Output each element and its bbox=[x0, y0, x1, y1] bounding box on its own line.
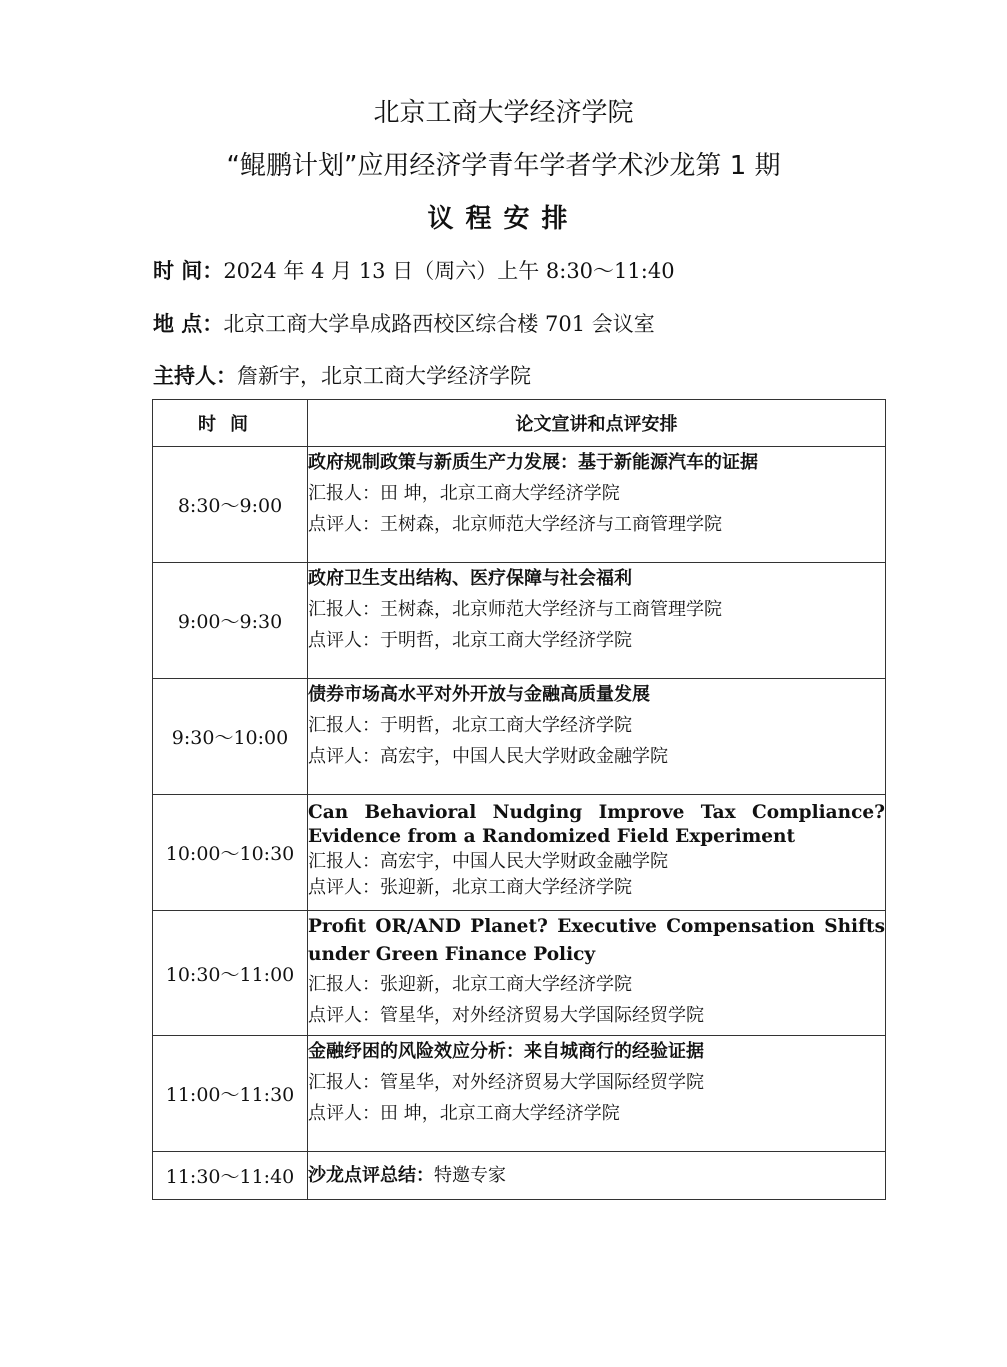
agenda-row-summary bbox=[153, 1152, 886, 1200]
session-content bbox=[308, 1036, 886, 1152]
agenda-row bbox=[153, 1036, 886, 1152]
presenter: 汇报人：张迎新，北京工商大学经济学院 bbox=[308, 974, 632, 995]
event-place-value: 北京工商大学阜成路西校区综合楼 701 会议室 bbox=[223, 312, 655, 336]
event-place-label: 地 点： bbox=[153, 311, 224, 336]
session-time: 9:30～10:00 bbox=[153, 679, 308, 795]
event-place bbox=[153, 308, 655, 338]
session-content bbox=[308, 447, 886, 563]
agenda-row bbox=[153, 679, 886, 795]
reviewer: 点评人：管星华，对外经济贸易大学国际经贸学院 bbox=[308, 1005, 704, 1026]
summary-label: 沙龙点评总结： bbox=[308, 1165, 434, 1186]
session-time: 9:00～9:30 bbox=[153, 563, 308, 679]
presenter: 汇报人：管星华，对外经济贸易大学国际经贸学院 bbox=[308, 1072, 704, 1093]
reviewer: 点评人：于明哲，北京工商大学经济学院 bbox=[308, 630, 632, 651]
paper-title: 政府规制政策与新质生产力发展：基于新能源汽车的证据 bbox=[308, 452, 758, 473]
event-host-value: 詹新宇，北京工商大学经济学院 bbox=[237, 364, 531, 388]
agenda-row bbox=[153, 563, 886, 679]
session-content bbox=[308, 1152, 886, 1200]
paper-title: Profit OR/AND Planet? Executive Compensation Shifts under Green Finance Policy bbox=[308, 916, 885, 965]
agenda-table bbox=[152, 399, 886, 1200]
session-time: 10:30～11:00 bbox=[153, 911, 308, 1036]
reviewer: 点评人：王树森，北京师范大学经济与工商管理学院 bbox=[308, 514, 722, 535]
presenter: 汇报人：王树森，北京师范大学经济与工商管理学院 bbox=[308, 599, 722, 620]
header-time: 时间 bbox=[153, 400, 308, 447]
presenter: 汇报人：于明哲，北京工商大学经济学院 bbox=[308, 715, 632, 736]
event-host-label: 主持人： bbox=[153, 363, 237, 388]
event-time-value: 2024 年 4 月 13 日（周六）上午 8:30～11:40 bbox=[223, 259, 675, 283]
institution-title: 北京工商大学经济学院 bbox=[373, 98, 634, 128]
presenter: 汇报人：田 坤，北京工商大学经济学院 bbox=[308, 483, 620, 504]
agenda-header-row bbox=[153, 400, 886, 447]
paper-title: 债券市场高水平对外开放与金融高质量发展 bbox=[308, 684, 650, 705]
reviewer: 点评人：高宏宇，中国人民大学财政金融学院 bbox=[308, 746, 668, 767]
event-time-label: 时 间： bbox=[153, 258, 224, 283]
summary-value: 特邀专家 bbox=[434, 1165, 506, 1186]
event-host bbox=[153, 360, 531, 390]
session-content bbox=[308, 795, 886, 911]
session-time: 11:30～11:40 bbox=[153, 1152, 308, 1200]
session-time: 11:00～11:30 bbox=[153, 1036, 308, 1152]
agenda-row bbox=[153, 911, 886, 1036]
presenter: 汇报人：高宏宇，中国人民大学财政金融学院 bbox=[308, 851, 668, 872]
paper-title: 金融纾困的风险效应分析：来自城商行的经验证据 bbox=[308, 1041, 704, 1062]
reviewer: 点评人：田 坤，北京工商大学经济学院 bbox=[308, 1103, 620, 1124]
paper-title: Can Behavioral Nudging Improve Tax Compliance? Evidence from a Randomized Field Experiment bbox=[308, 802, 885, 847]
event-title: “鲲鹏计划”应用经济学青年学者学术沙龙第 1 期 bbox=[226, 151, 781, 181]
event-time bbox=[153, 255, 675, 285]
agenda-row bbox=[153, 447, 886, 563]
session-content bbox=[308, 911, 886, 1036]
header-content: 论文宣讲和点评安排 bbox=[308, 400, 886, 447]
session-time: 8:30～9:00 bbox=[153, 447, 308, 563]
reviewer: 点评人：张迎新，北京工商大学经济学院 bbox=[308, 877, 632, 898]
session-content bbox=[308, 679, 886, 795]
agenda-heading: 议程安排 bbox=[427, 204, 580, 234]
paper-title: 政府卫生支出结构、医疗保障与社会福利 bbox=[308, 568, 632, 589]
session-time: 10:00～10:30 bbox=[153, 795, 308, 911]
session-content bbox=[308, 563, 886, 679]
agenda-row bbox=[153, 795, 886, 911]
